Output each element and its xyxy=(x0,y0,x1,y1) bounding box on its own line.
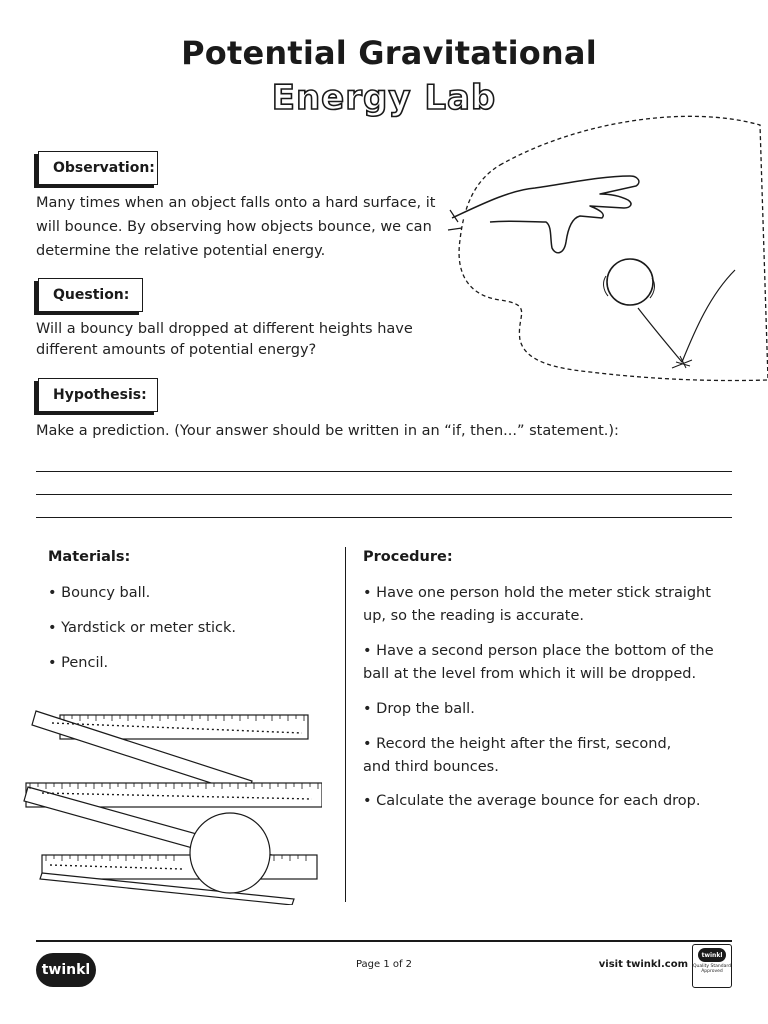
footer-divider xyxy=(36,940,732,942)
materials-item: • Bouncy ball. xyxy=(48,585,151,601)
procedure-title: Procedure: xyxy=(363,549,453,565)
procedure-item: • Have one person hold the meter stick straight up, so the reading is accurate. xyxy=(363,585,711,624)
materials-title: Materials: xyxy=(48,549,131,565)
materials-item: • Pencil. xyxy=(48,655,109,671)
column-divider xyxy=(345,547,346,902)
procedure-item: • Have a second person place the bottom of the ball at the level from which it will be dropped. xyxy=(363,643,714,682)
question-label: Question: xyxy=(38,278,143,312)
procedure-item: • Calculate the average bounce for each drop. xyxy=(363,793,701,809)
answer-line-2[interactable] xyxy=(36,494,732,495)
page-title: Potential Gravitational xyxy=(181,34,597,72)
seal-logo: twinkl xyxy=(698,948,726,962)
observation-text: Many times when an object falls onto a hard surface, it will bounce. By observing how objects bounce, we can determine the relative potential energy. xyxy=(36,195,436,259)
site-link[interactable]: visit twinkl.com xyxy=(598,959,688,970)
page-number: Page 1 of 2 xyxy=(355,959,413,970)
twinkl-logo[interactable]: twinkl xyxy=(36,953,96,987)
hypothesis-text: Make a prediction. (Your answer should be written in an “if, then...” statement.): xyxy=(36,423,619,439)
question-text: Will a bouncy ball dropped at different heights have different amounts of potential energy? xyxy=(36,321,413,358)
hand-dropping-ball-illustration xyxy=(440,110,768,390)
page-subtitle: Energy Lab xyxy=(271,78,497,118)
materials-item: • Yardstick or meter stick. xyxy=(48,620,236,636)
answer-line-3[interactable] xyxy=(36,517,732,518)
procedure-item: • Drop the ball. xyxy=(363,701,475,717)
procedure-item: • Record the height after the first, second, and third bounces. xyxy=(363,736,672,775)
answer-line-1[interactable] xyxy=(36,471,732,472)
hypothesis-label: Hypothesis: xyxy=(38,378,158,412)
quality-seal xyxy=(692,944,732,988)
observation-label: Observation: xyxy=(38,151,158,185)
seal-caption: Quality Standard Approved xyxy=(693,964,731,974)
rulers-ball-pencil-illustration xyxy=(22,705,322,905)
